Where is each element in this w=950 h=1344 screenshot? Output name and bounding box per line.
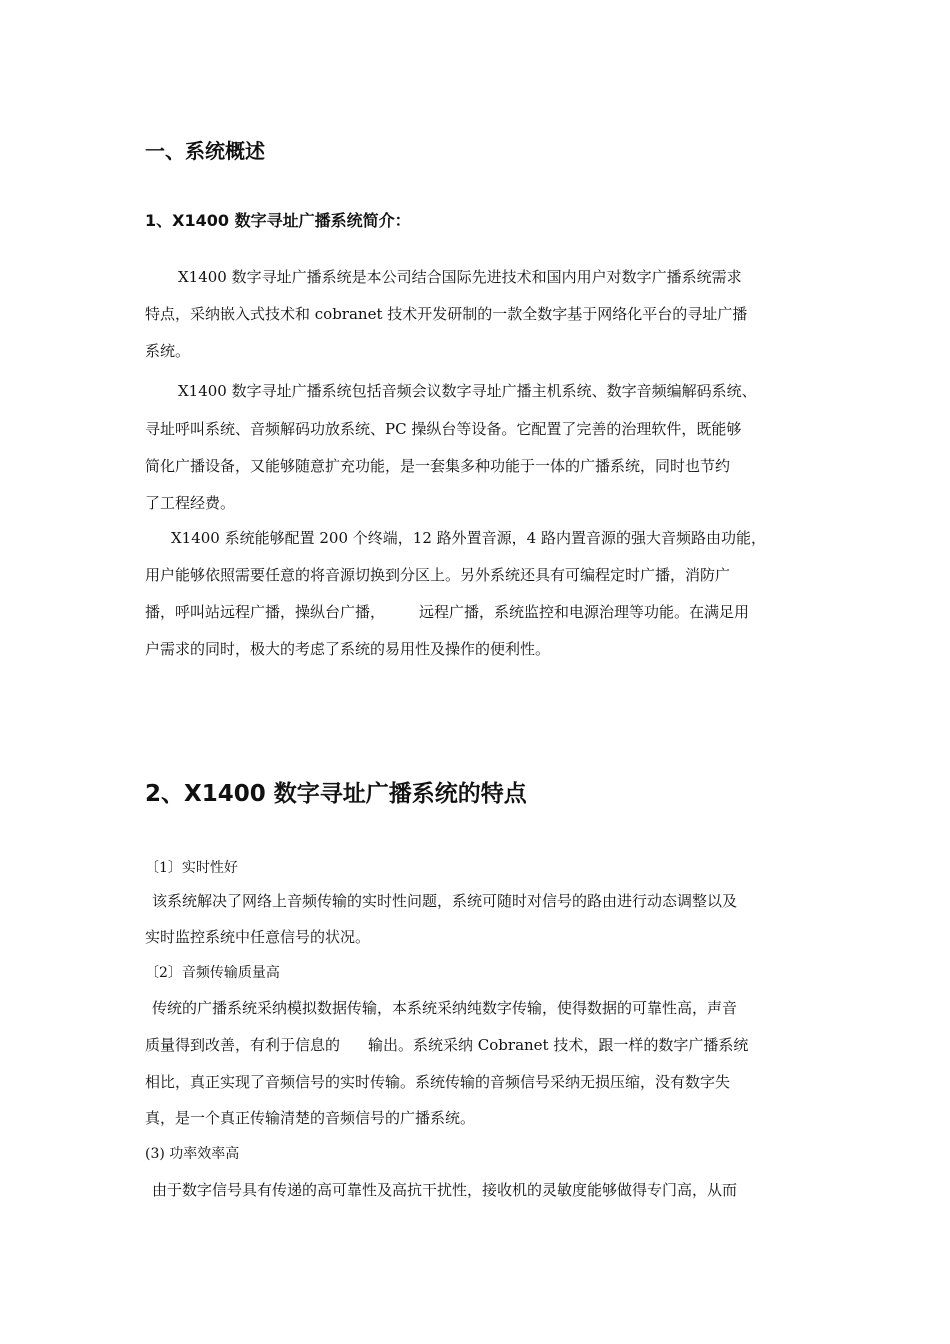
para3-line4: 户需求的同时，极大的考虑了系统的易用性及操作的便利性。 — [145, 640, 551, 658]
section-2-title: 2、X1400 数字寻址广播系统的特点 — [145, 781, 527, 807]
para3-line3-rest: 远程广播，系统监控和电源治理等功能。在满足用 — [419, 603, 750, 621]
item2-line2 — [145, 1035, 748, 1055]
subtitle-number: 1、 — [145, 211, 173, 230]
section-1-title: 一、系统概述 — [145, 139, 265, 163]
para3-line3 — [145, 602, 749, 622]
item3-heading: (3) 功率效率高 — [145, 1146, 240, 1162]
section-1-subtitle — [145, 211, 411, 231]
item1-line1: 该系统解决了网络上音频传输的实时性问题，系统可随时对信号的路由进行动态调整以及 — [152, 892, 738, 910]
item1-heading: 〔1〕实时性好 — [145, 860, 238, 876]
para1-line2: 特点，采纳嵌入式技术和 cobranet 技术开发研制的一款全数字基于网络化平台的寻址广播 — [145, 305, 748, 323]
item2-line2-prefix: 质量得到改善，有利于信息的 — [145, 1036, 341, 1054]
item2-line1: 传统的广播系统采纳模拟数据传输，本系统采纳纯数字传输，使得数据的可靠性高，声音 — [152, 999, 738, 1017]
item2-line4: 真，是一个真正传输清楚的音频信号的广播系统。 — [145, 1109, 476, 1127]
item2-heading: 〔2〕音频传输质量高 — [145, 965, 280, 981]
item1-line2: 实时监控系统中任意信号的状况。 — [145, 928, 371, 946]
item2-line3: 相比，真正实现了音频信号的实时传输。系统传输的音频信号采纳无损压缩，没有数字失 — [145, 1073, 731, 1091]
para2-line2: 寻址呼叫系统、音频解码功放系统、PC 操纵台等设备。它配置了完善的治理软件，既能够 — [145, 420, 742, 438]
para1-line3: 系统。 — [145, 342, 191, 360]
subtitle-text: X1400 数字寻址广播系统简介： — [172, 211, 411, 230]
item3-line1: 由于数字信号具有传递的高可靠性及高抗干扰性，接收机的灵敏度能够做得专门高，从而 — [152, 1181, 738, 1199]
para2-line1: X1400 数字寻址广播系统包括音频会议数字寻址广播主机系统、数字音频编解码系统、 — [178, 382, 757, 400]
para3-line1: X1400 系统能够配置 200 个终端，12 路外置音源，4 路内置音源的强大音频路由功能， — [171, 529, 766, 547]
para1-line1: X1400 数字寻址广播系统是本公司结合国际先进技术和国内用户对数字广播系统需求 — [178, 268, 742, 286]
item2-line2-rest: 输出。系统采纳 Cobranet 技术，跟一样的数字广播系统 — [368, 1036, 749, 1054]
para3-line2: 用户能够依照需要任意的将音源切换到分区上。另外系统还具有可编程定时广播，消防广 — [145, 566, 731, 584]
para3-line3-prefix: 播，呼叫站远程广播，操纵台广播， — [145, 603, 386, 621]
para2-line4: 了工程经费。 — [145, 494, 236, 512]
para2-line3: 简化广播设备，又能够随意扩充功能，是一套集多种功能于一体的广播系统，同时也节约 — [145, 457, 731, 475]
